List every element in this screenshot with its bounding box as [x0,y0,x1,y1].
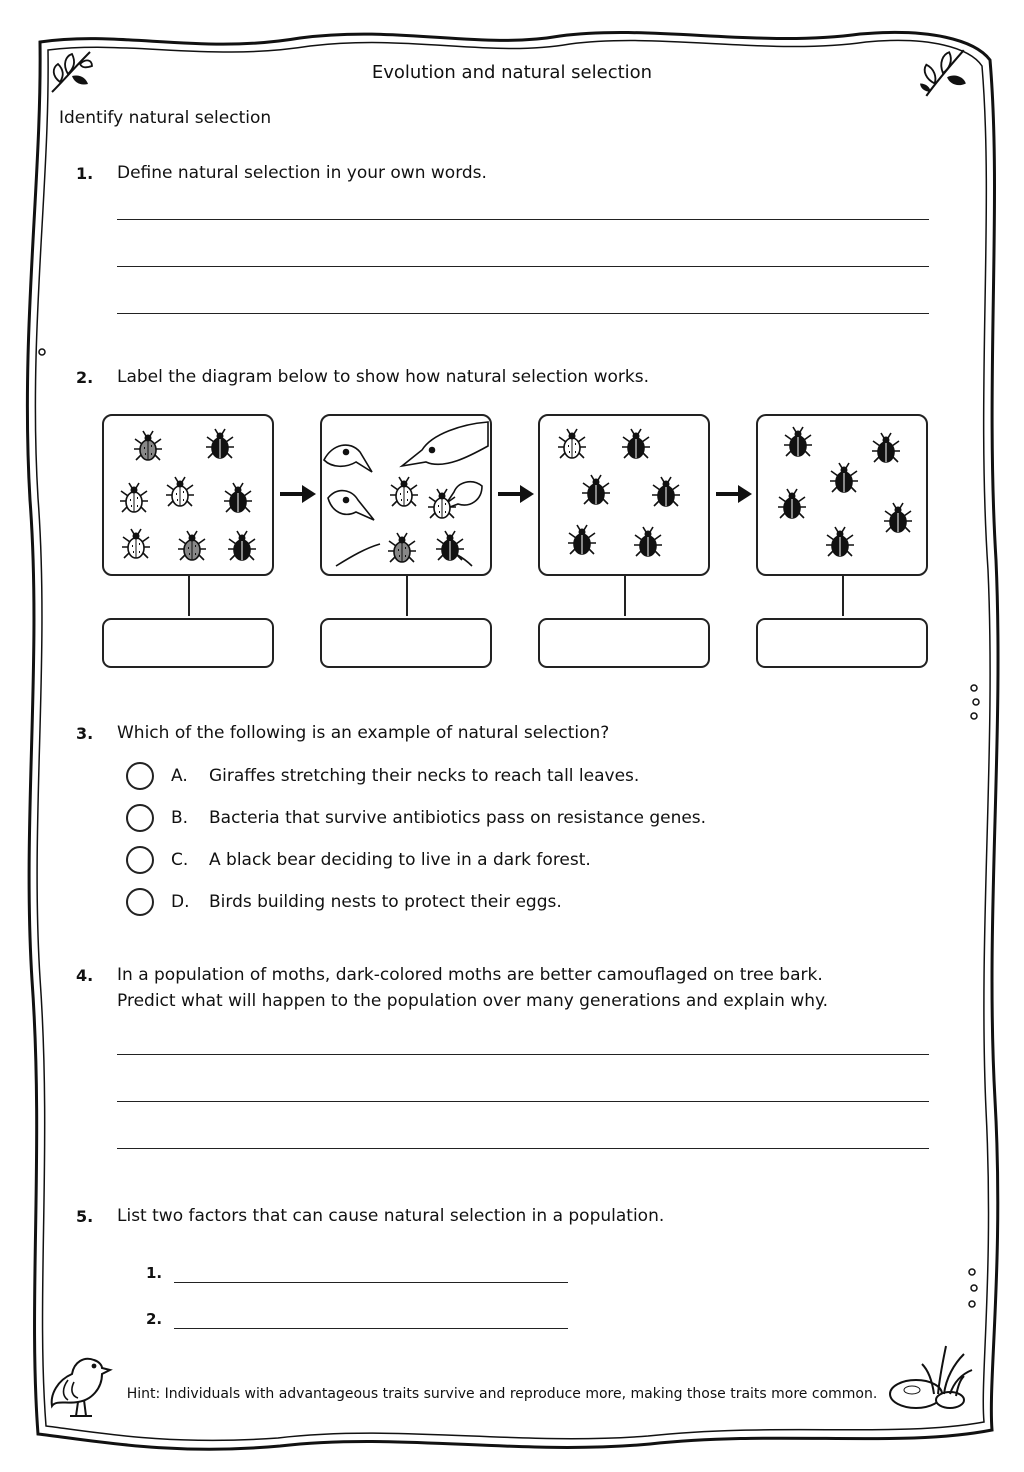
diagram-label-box-4[interactable] [756,618,928,668]
connector-line [842,576,844,616]
diagram-panel-1 [102,414,274,576]
dark-beetle-icon [582,475,610,504]
diagram-label-box-2[interactable] [320,618,492,668]
hint-text: Hint: Individuals with advantageous traits survive and reproduce more, making those traits more common. [126,1386,878,1402]
dark-beetle-icon [830,463,858,492]
birds-eating-beetles [322,416,490,574]
diagram-panel-4 [756,414,928,576]
dark-beetle-icon [778,489,806,518]
question-3-text: Which of the following is an example of natural selection? [117,723,610,743]
connector-line [624,576,626,616]
light-beetle-icon [388,533,416,562]
option-a[interactable] [126,760,639,792]
diagram-panel-3 [538,414,710,576]
light-beetle-icon [390,477,418,506]
question-5-number: 5. [76,1207,94,1226]
diagram-label-box-1[interactable] [102,618,274,668]
question-3-number: 3. [76,724,94,743]
option-c[interactable] [126,844,591,876]
question-5-text: List two factors that can cause natural selection in a population. [117,1206,665,1226]
light-beetle-icon [166,477,194,506]
light-beetle-icon [122,529,150,558]
question-4-text-line2: Predict what will happen to the population over many generations and explain why. [117,991,829,1011]
option-a-letter: A. [171,766,188,786]
answer-line-q1-2[interactable] [117,266,929,267]
bird-icon [44,1344,114,1420]
radio-button-b[interactable] [126,804,154,832]
option-d[interactable] [126,886,562,918]
diagram-panel-2 [320,414,492,576]
option-b-text: Bacteria that survive antibiotics pass on resistance genes. [209,808,707,828]
dark-beetle-icon [622,429,650,458]
dark-beetle-icon [634,527,662,556]
answer-line-q4-2[interactable] [117,1101,929,1102]
arrow-right-icon [496,482,536,506]
list-item-2-number: 2. [146,1310,163,1328]
option-b-letter: B. [171,808,189,828]
arrow-right-icon [714,482,754,506]
radio-button-d[interactable] [126,888,154,916]
radio-button-a[interactable] [126,762,154,790]
answer-line-q4-3[interactable] [117,1148,929,1149]
dark-beetle-icon [872,433,900,462]
question-4-number: 4. [76,966,94,985]
option-d-letter: D. [171,892,190,912]
arrow-right-icon [278,482,318,506]
diagram-label-box-3[interactable] [538,618,710,668]
beetle-population-mixed [104,416,272,574]
option-d-text: Birds building nests to protect their eggs. [209,892,562,912]
connector-line [188,576,190,616]
light-beetle-icon [120,483,148,512]
answer-line-q1-1[interactable] [117,219,929,220]
option-c-letter: C. [171,850,189,870]
beetle-population-dark [758,416,926,574]
light-beetle-icon [134,431,162,460]
question-2-number: 2. [76,368,94,387]
question-1-number: 1. [76,164,94,183]
dark-beetle-icon [826,527,854,556]
dark-beetle-icon [224,483,252,512]
answer-line-q5-1[interactable] [174,1282,568,1283]
dark-beetle-icon [652,477,680,506]
dark-beetle-icon [784,427,812,456]
option-c-text: A black bear deciding to live in a dark forest. [209,850,591,870]
beetle-population-survivors [540,416,708,574]
dark-beetle-icon [206,429,234,458]
option-a-text: Giraffes stretching their necks to reach tall leaves. [209,766,640,786]
question-4-text-line1: In a population of moths, dark-colored moths are better camouflaged on tree bark. [117,965,823,985]
dark-beetle-icon [568,525,596,554]
light-beetle-icon [558,429,586,458]
light-beetle-icon [178,531,206,560]
question-1-text: Define natural selection in your own words. [117,163,487,183]
answer-line-q1-3[interactable] [117,313,929,314]
section-subtitle: Identify natural selection [59,108,272,128]
connector-line [406,576,408,616]
option-b[interactable] [126,802,706,834]
page-title: Evolution and natural selection [371,62,653,83]
answer-line-q4-1[interactable] [117,1054,929,1055]
dark-beetle-icon [228,531,256,560]
answer-line-q5-2[interactable] [174,1328,568,1329]
radio-button-c[interactable] [126,846,154,874]
question-2-text: Label the diagram below to show how natural selection works. [117,367,650,387]
dark-beetle-icon [884,503,912,532]
list-item-1-number: 1. [146,1264,163,1282]
